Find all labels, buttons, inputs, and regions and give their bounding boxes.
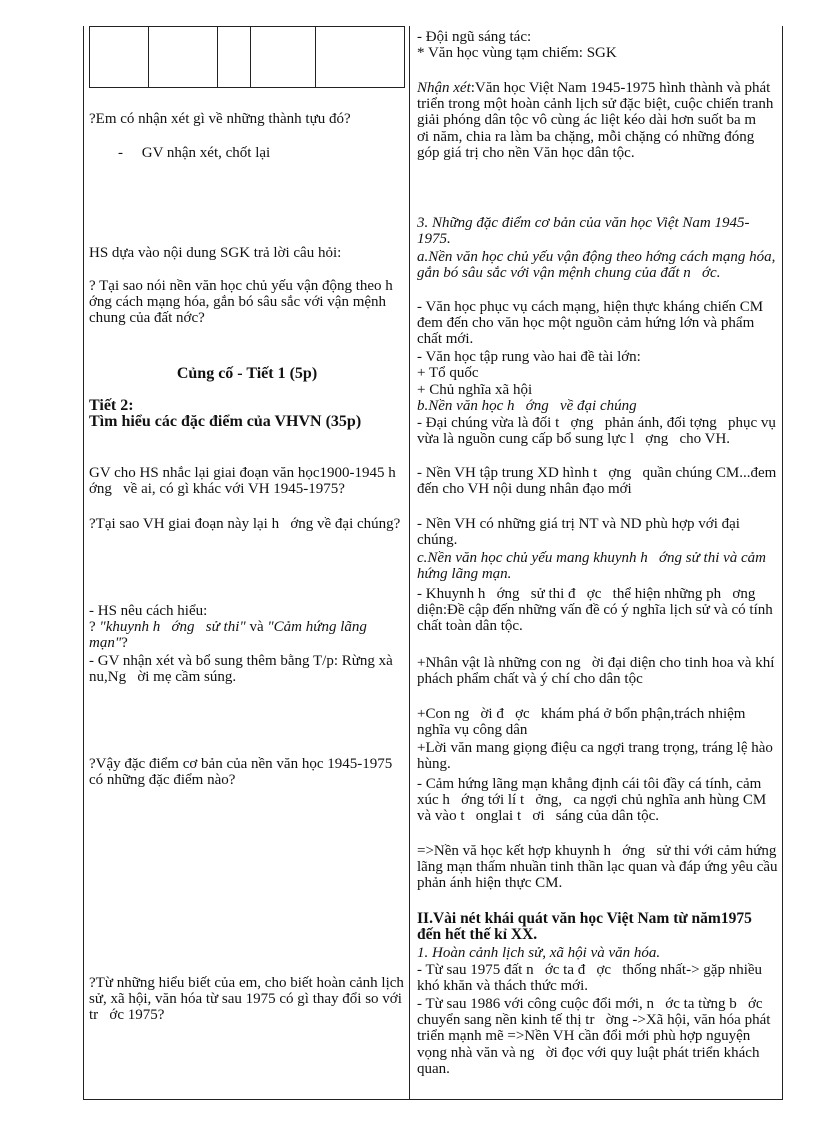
teacher-supplement: - GV nhận xét và bổ sung thêm bằng T/p: Rừng xà nu,Ng ời mẹ cầm súng. <box>89 653 397 686</box>
table-cell <box>316 27 405 88</box>
q-joiner: và <box>245 619 268 635</box>
table-cell <box>90 27 149 88</box>
remark-paragraph <box>417 80 779 161</box>
feature-a-topic-1: + Tổ quốc <box>417 365 479 381</box>
remark-label: Nhận xét <box>417 80 471 96</box>
question-revolution: ? Tại sao nói nền văn học chủ yếu vận động theo h ớng cách mạng hóa, gắn bó sâu sắc với vận mệnh chung của đất nớc? <box>89 278 405 327</box>
feature-a-point-1: - Văn học phục vụ cách mạng, hiện thực kháng chiến CM đem đến cho văn học một nguồn cảm hứng lớn và phẩm chất mới. <box>417 299 767 348</box>
student-answer-note: - HS nêu cách hiểu: <box>89 603 208 619</box>
question-after-1975: ?Từ những hiểu biết của em, cho biết hoàn cảnh lịch sử, xã hội, văn hóa từ sau 1975 có gì thay đổi so với tr ớc 1975? <box>89 975 408 1024</box>
feature-b-point-3: - Nền VH có những giá trị NT và ND phù hợp với đại chúng. <box>417 516 744 549</box>
feature-b-point-2: - Nền VH tập trung XD hình t ợng quần chúng CM...đem đến cho VH nội dung nhân đạo mới <box>417 465 784 498</box>
feature-c-point-1: - Khuynh h ớng sử thi đ ợc thể hiện những ph ơng diện:Đề cập đến những vấn đề có ý nghĩa lịch sử và có tính chất toàn dân tộc. <box>417 586 777 635</box>
term-romantic: "Cảm hứng lãng mạn" <box>89 619 371 652</box>
term-epic: "khuynh h ớng sử thi" <box>99 619 246 635</box>
feature-a-title: a.Nền văn học chủ yếu vận động theo hớng cách mạng hóa, gắn bó sâu sắc với vận mệnh chung của đất n ớc. <box>417 249 780 282</box>
table-cell <box>251 27 316 88</box>
subsection-1-point-2: - Từ sau 1986 với công cuộc đổi mới, n ớc ta từng b ớc chuyển sang nền kinh tế thị tr ờng ->Xã hội, văn hóa phát triển mạnh mẽ =>Nền VH cần đổi mới phù hợp nguyện vọng nhà văn và ng ời đọc với quy luật phát triển khách quan. <box>417 996 775 1077</box>
feature-b-title: b.Nền văn học h ớng về đại chúng <box>417 398 637 414</box>
period-2-title: Tìm hiểu các đặc điểm của VHVN (35p) <box>89 413 362 430</box>
question-epic <box>89 619 405 651</box>
teacher-note: - GV nhận xét, chốt lại <box>118 145 271 161</box>
feature-a-topic-2: + Chủ nghĩa xã hội <box>417 382 533 398</box>
table-cell <box>149 27 218 88</box>
table-cell <box>218 27 251 88</box>
feature-c-point-3: +Con ng ời đ ợc khám phá ở bổn phận,trách nhiệm nghĩa vụ công dân <box>417 706 750 739</box>
question-achievements: ?Em có nhận xét gì về những thành tựu đó? <box>89 111 351 127</box>
remark-text: :Văn học Việt Nam 1945-1975 hình thành và phát triển trong một hoàn cảnh lịch sử đặc biệt, cuộc chiến tranh giải phóng dân tộc vô cùng ác liệt kéo dài hơn suốt ba m ơi năm, chia ra làm ba chặng, mỗi chặng có những đóng góp giá trị cho nền Văn học dân tộc. <box>417 80 778 161</box>
student-instruction: HS dựa vào nội dung SGK trả lời câu hỏi: <box>89 245 342 261</box>
feature-c-point-4: +Lời văn mang giọng điệu ca ngợi trang trọng, tráng lệ hào hùng. <box>417 740 777 773</box>
feature-a-point-2: - Văn học tập rung vào hai đề tài lớn: <box>417 349 641 365</box>
q-suffix: ? <box>121 635 128 652</box>
section-ii-heading: II.Vài nét khái quát văn học Việt Nam từ năm1975 đến hết thế kỉ XX. <box>417 910 756 944</box>
question-features: ?Vậy đặc điểm cơ bản của nền văn học 1945-1975 có những đặc điểm nào? <box>89 756 396 789</box>
question-masses: ?Tại sao VH giai đoạn này lại h ớng về đại chúng? <box>89 516 401 532</box>
column-divider <box>409 26 410 1100</box>
teacher-prompt: GV cho HS nhắc lại giai đoạn văn học1900-1945 h ớng về ai, có gì khác với VH 1945-1975? <box>89 465 407 498</box>
feature-b-point-1: - Đại chúng vừa là đối t ợng phản ánh, đối tợng phục vụ vừa là nguồn cung cấp bổ sung lực l ợng cho VH. <box>417 415 780 448</box>
section-3-heading: 3. Những đặc điểm cơ bản của văn học Việt Nam 1945-1975. <box>417 215 750 248</box>
q-prefix: ? <box>89 619 100 635</box>
feature-c-title: c.Nền văn học chủ yếu mang khuynh h ớng sử thi và cảm hứng lãng mạn. <box>417 550 770 583</box>
feature-c-point-5: - Cảm hứng lãng mạn khẳng định cái tôi đầy cá tính, cảm xúc h ớng tới lí t ởng, ca ngợi chủ nghĩa anh hùng CM và vào t onglai t ơi sáng của dân tộc. <box>417 776 770 825</box>
authors-line: - Đội ngũ sáng tác: <box>417 29 532 45</box>
subsection-1-point-1: - Từ sau 1975 đất n ớc ta đ ợc thống nhất-> gặp nhiều khó khăn và thách thức mới. <box>417 962 766 995</box>
embedded-table <box>89 26 405 88</box>
occupied-zone-line: * Văn học vùng tạm chiếm: SGK <box>417 45 617 61</box>
subsection-1-title: 1. Hoàn cảnh lịch sử, xã hội và văn hóa. <box>417 945 661 961</box>
consolidation-heading: Củng cố - Tiết 1 (5p) <box>176 365 318 382</box>
period-2-label: Tiết 2: <box>89 397 134 414</box>
feature-c-conclusion: =>Nền vă học kết hợp khuynh h ớng sử thi với cảm hứng lãng mạn thấm nhuần tinh thần lạc quan và đáp ứng yêu cầu phản ánh hiện thực CM. <box>417 843 782 892</box>
feature-c-point-2: +Nhân vật là những con ng ời đại diện cho tinh hoa và khí phách phẩm chất và ý chí cho dân tộc <box>417 655 779 688</box>
